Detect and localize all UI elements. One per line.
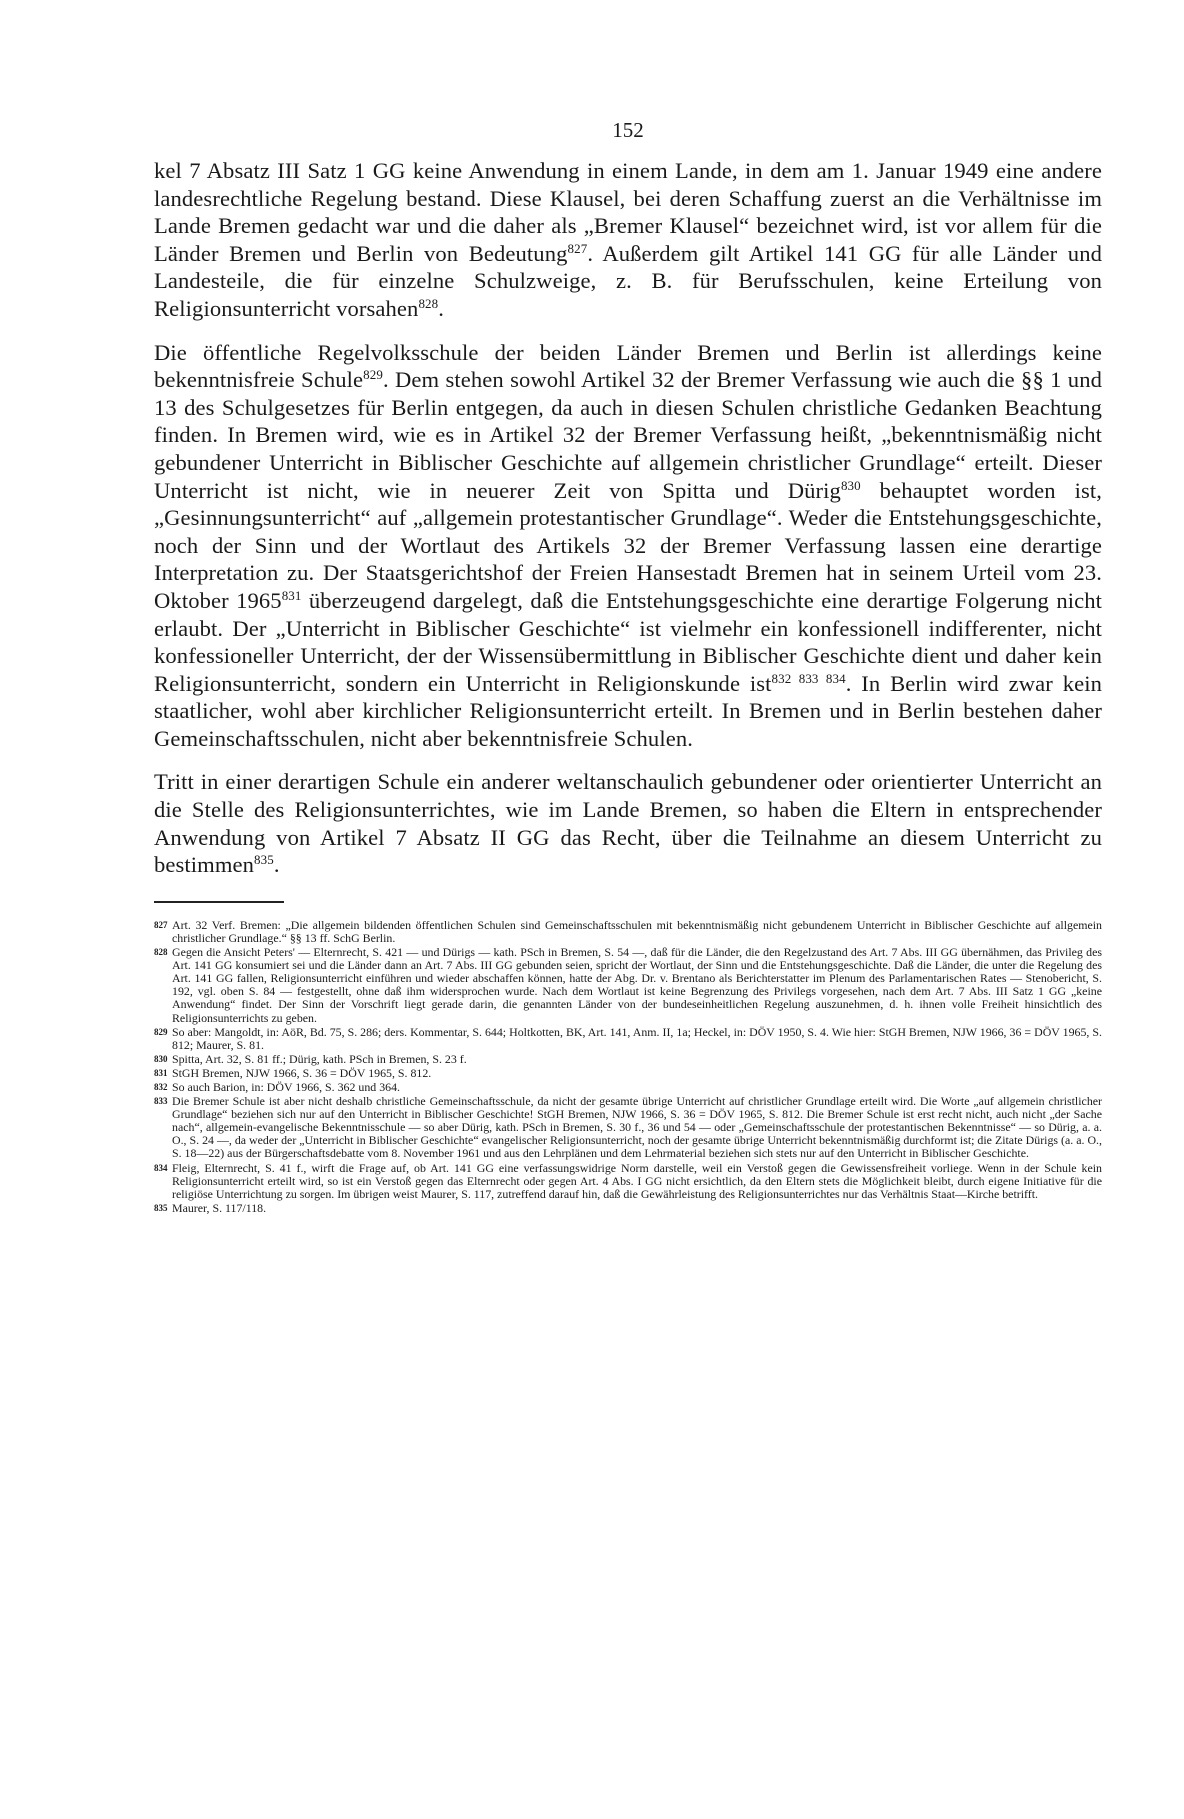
footnote bbox=[154, 1095, 1102, 1160]
paragraph-text: . Außerdem gilt Artikel 141 GG für alle Länder und Landesteile, die für einzelne Schulzweige, z. B. für Berufsschulen, keine Erteilung von Religionsunterricht vorsahen bbox=[154, 240, 1102, 321]
paragraph-text: . In Berlin wird zwar kein staatlicher, wohl aber kirchlicher Religionsunterricht erteilt. In Bremen und in Berlin bestehen daher Gemeinschaftsschulen, nicht aber bekenntnisfreie Schulen. bbox=[154, 670, 1103, 751]
footnote-text: Maurer, S. 117/118. bbox=[172, 1200, 267, 1215]
paragraph-text: . bbox=[438, 295, 445, 321]
footnote bbox=[154, 1081, 1102, 1094]
page-number: 152 bbox=[612, 118, 644, 142]
footnote-number: 828 bbox=[154, 947, 168, 958]
paragraph-text: . bbox=[273, 852, 280, 878]
footnote-reference: 830 bbox=[840, 477, 861, 493]
footnote-reference: 831 bbox=[281, 587, 302, 603]
paragraph bbox=[154, 768, 1102, 878]
footnote-text: Art. 32 Verf. Bremen: „Die allgemein bildenden öffentlichen Schulen sind Gemeinschaftsschulen mit bekenntnismäßig nicht gebundenem Unterricht in Biblischer Geschichte auf allgemein christlicher Grundlage.“ §§ 13 ff. SchG Berlin. bbox=[172, 917, 1102, 945]
footnote-number: 832 bbox=[154, 1081, 168, 1092]
footnote bbox=[154, 946, 1102, 1025]
footnote-reference: 832 833 834 bbox=[771, 670, 846, 686]
footnote bbox=[154, 1053, 1102, 1066]
paragraph-text: Tritt in einer derartigen Schule ein anderer weltanschaulich gebundener oder orientierter Unterricht an die Stelle des Religionsunterrichtes, wie im Lande Bremen, so haben die Eltern in entsprechender Anwendung von Artikel 7 Absatz II GG das Recht, über die Teilnahme an diesem Unterricht zu bestimmen bbox=[154, 769, 1102, 878]
paragraph-text: behauptet worden ist, „Gesinnungsunterricht“ auf „allgemein protestantischer Grundlage“. Weder die Entstehungsgeschichte, noch der Sinn und der Wortlaut des Artikels 32 der Bremer Verfassung lassen eine derartige Interpretation zu. Der Staatsgerichtshof der Freien Hansestadt Bremen hat in seinem Urteil vom 23. Oktober 1965 bbox=[154, 477, 1102, 613]
footnote bbox=[154, 1162, 1102, 1201]
footnote-text: Gegen die Ansicht Peters' — Elternrecht, S. 421 — und Dürigs — kath. PSch in Bremen, S. 54 —, daß für die Länder, die den Regelzustand des Art. 7 Abs. III GG übernähmen, das Privileg des Art. 141 GG konsumiert sei und die Länder dann an Art. 7 Abs. III GG gebunden seien, spricht der Wortlaut, der Sinn und die Entstehungsgeschichte. Daß die Länder, die unter die Regelung des Art. 141 GG fallen, Religionsunterricht einführen und wieder abschaffen können, hatte der Abg. Dr. v. Brentano als Berichterstatter im Plenum des Parlamentarischen Rates — Stenobericht, S. 192, vgl. oben S. 84 — festgestellt, ohne daß ihm widersprochen wurde. Nach dem Wortlaut ist keine Begrenzung des Privilegs vorgesehen, nach dem Art. 7 Abs. III Satz 1 GG „keine Anwendung“ findet. Der Sinn der Vorschrift liegt gerade darin, die genannten Länder von der bundeseinheitlichen Regelung auszunehmen, d. h. ihnen volle Freiheit hinsichtlich des Religionsunterrichts zu geben. bbox=[172, 945, 1102, 1025]
footnote-number: 834 bbox=[154, 1162, 168, 1173]
footnote-reference: 835 bbox=[254, 852, 274, 868]
footnote-number: 827 bbox=[154, 919, 168, 930]
footnote-text: Spitta, Art. 32, S. 81 ff.; Dürig, kath. PSch in Bremen, S. 23 f. bbox=[172, 1051, 467, 1066]
footnote-text: Die Bremer Schule ist aber nicht deshalb christliche Gemeinschaftsschule, da nicht der gesamte übrige Unterricht auf christlicher Grundlage erteilt wird. Die Worte „auf allgemein christlicher Grundlage“ beziehen sich nur auf den Unterricht in Biblischer Geschichte! StGH Bremen, NJW 1966, S. 36 = DÖV 1965, S. 812. Die Bremer Schule ist erst recht nicht, auch nicht „der Sache nach“, allgemein-evangelische Bekenntnisschule — so aber Dürig, kath. PSch in Bremen, S. 30 f., 36 und 54 — oder „Gemeinschaftsschule der protestantischen Bekenntnisse“ — so Dürig, a. a. O., S. 24 —, da weder der „Unterricht in Biblischer Geschichte“ evangelischer Religionsunterricht, noch der gesamte übrige Unterricht bekenntnismäßig durchformt ist; die Zitate Dürigs (a. a. O., S. 18—22) aus der Bürgerschaftsdebatte vom 8. November 1961 und aus den Lehrplänen und dem Lehrmaterial beziehen sich stets nur auf den Unterricht in Biblischer Geschichte. bbox=[172, 1094, 1102, 1161]
footnote-reference: 828 bbox=[418, 295, 439, 311]
footnote bbox=[154, 1026, 1102, 1052]
footnote bbox=[154, 919, 1102, 945]
footnote-number: 833 bbox=[154, 1096, 168, 1107]
footnote bbox=[154, 1202, 1102, 1215]
body-text bbox=[154, 157, 1102, 879]
paragraph bbox=[154, 157, 1102, 323]
paragraph-text: . Dem stehen sowohl Artikel 32 der Bremer Verfassung wie auch die §§ 1 und 13 des Schulgesetzes für Berlin entgegen, da auch in diesen Schulen christliche Gedanken Beachtung finden. In Bremen wird, wie es in Artikel 32 der Bremer Verfassung heißt, „bekenntnismäßig nicht gebundener Unterricht in Biblischer Geschichte auf allgemein christlicher Grundlage“ erteilt. Dieser Unterricht ist nicht, wie in neuerer Zeit von Spitta und Dürig bbox=[154, 367, 1102, 503]
footnote-text: So auch Barion, in: DÖV 1966, S. 362 und 364. bbox=[172, 1079, 401, 1094]
paragraph bbox=[154, 339, 1102, 753]
footnote-text: So aber: Mangoldt, in: AöR, Bd. 75, S. 286; ders. Kommentar, S. 644; Holtkotten, BK, Art. 141, Anm. II, 1a; Heckel, in: DÖV 1950, S. 4. Wie hier: StGH Bremen, NJW 1966, 36 = DÖV 1965, S. 812; Maurer, S. 81. bbox=[172, 1024, 1102, 1052]
footnotes bbox=[154, 919, 1102, 1215]
footnote-reference: 827 bbox=[567, 240, 588, 256]
paragraph-text: Die öffentliche Regelvolksschule der beiden Länder Bremen und Berlin ist allerdings keine bekenntnisfreie Schule bbox=[154, 339, 1102, 393]
footnote-number: 829 bbox=[154, 1026, 168, 1037]
footnote-text: Fleig, Elternrecht, S. 41 f., wirft die Frage auf, ob Art. 141 GG eine verfassungswidrige Norm darstelle, weil ein Verstoß gegen die Gewissensfreiheit vorliege. Wenn in der Schule kein Religionsunterricht erteilt wird, so ist ein Verstoß gegen das Elternrecht oder gegen Art. 4 Abs. I GG nicht ersichtlich, da den Eltern stets die Möglichkeit bleibt, durch eigene Initiative für die religiöse Unterrichtung zu sorgen. Im übrigen weist Maurer, S. 117, zutreffend darauf hin, daß die Gewährleistung des Religionsunterrichtes nur das Verhältnis Staat—Kirche betrifft. bbox=[172, 1160, 1102, 1201]
footnote-number: 831 bbox=[154, 1067, 168, 1078]
footnote-text: StGH Bremen, NJW 1966, S. 36 = DÖV 1965, S. 812. bbox=[172, 1065, 432, 1080]
footnote-separator bbox=[154, 901, 284, 903]
footnote bbox=[154, 1067, 1102, 1080]
footnote-number: 835 bbox=[154, 1202, 168, 1213]
footnote-number: 830 bbox=[154, 1053, 168, 1064]
paragraph-text: kel 7 Absatz III Satz 1 GG keine Anwendung in einem Lande, in dem am 1. Januar 1949 eine andere landesrechtliche Regelung bestand. Diese Klausel, bei deren Schaffung zuerst an die Verhältnisse im Lande Bremen gedacht war und die daher als „Bremer Klausel“ bezeichnet wird, ist vor allem für die Länder Bremen und Berlin von Bedeutung bbox=[154, 158, 1102, 266]
paragraph-text: überzeugend dargelegt, daß die Entstehungsgeschichte eine derartige Folgerung nicht erlaubt. Der „Unterricht in Biblischer Geschichte“ ist vielmehr ein konfessionell indifferenter, nicht konfessioneller Unterricht, der der Wissensübermittlung in Biblischer Geschichte dient und daher kein Religionsunterricht, sondern ein Unterricht in Religionskunde ist bbox=[154, 587, 1102, 696]
document-page bbox=[154, 118, 1102, 1216]
footnote-reference: 829 bbox=[363, 367, 383, 383]
